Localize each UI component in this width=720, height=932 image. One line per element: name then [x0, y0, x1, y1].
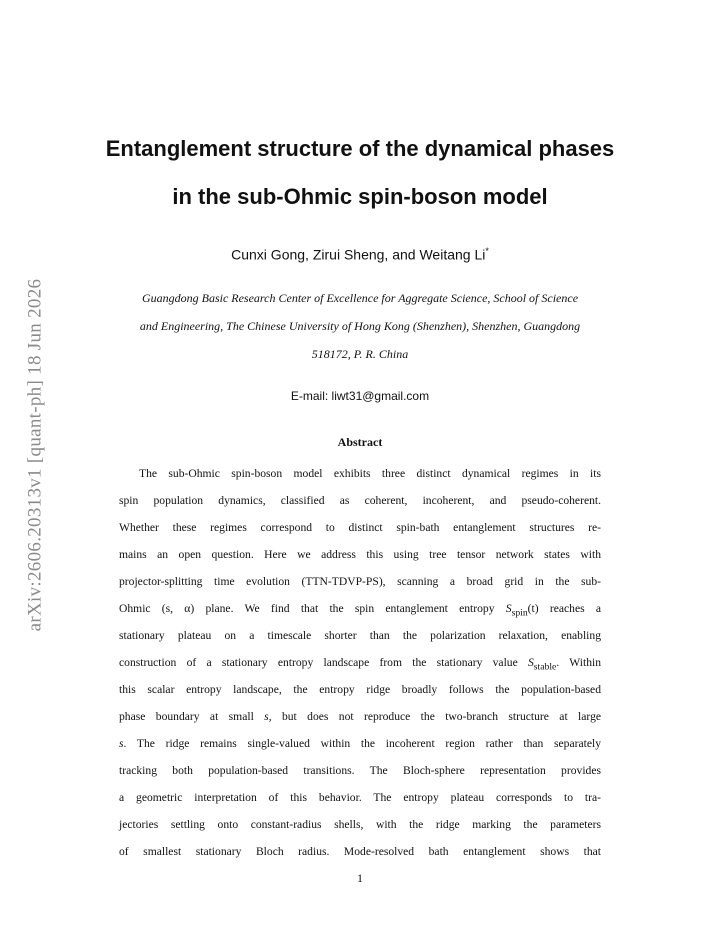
paper-title-line-1: Entanglement structure of the dynamical phases — [105, 136, 615, 161]
abstract-line: stationary plateau on a timescale shorter than the polarization relaxation, enabling — [119, 629, 601, 642]
abstract-line: this scalar entropy landscape, the entropy ridge broadly follows the population-based — [119, 683, 601, 696]
abstract-line: The sub-Ohmic spin-boson model exhibits three distinct dynamical regimes in its — [139, 467, 601, 480]
abstract-line — [119, 709, 601, 736]
abstract-heading: Abstract — [337, 435, 383, 449]
author-list — [60, 246, 660, 263]
arxiv-identifier: arXiv:2606.20313v1 [quant-ph] 18 Jun 2026 — [24, 278, 45, 632]
math-symbol: s — [264, 710, 269, 723]
math-symbol: S — [505, 602, 512, 615]
abstract-line: projector-splitting time evolution (TTN-TDVP-PS), scanning a broad grid in the sub- — [119, 575, 601, 588]
abstract-text: , but does not reproduce the two-branch structure at large — [268, 710, 602, 723]
abstract-line: mains an open question. Here we address this using tree tensor network states with — [119, 548, 601, 561]
contact-email: E-mail: liwt31@gmail.com — [290, 389, 430, 403]
abstract-text: Ohmic (s, α) plane. We find that the spin entanglement entropy — [119, 602, 506, 615]
affiliation-line-3: 518172, P. R. China — [311, 347, 409, 361]
math-symbol: S — [528, 656, 534, 669]
abstract-line: of smallest stationary Bloch radius. Mode-resolved bath entanglement shows that — [119, 845, 601, 858]
page-number: 1 — [357, 871, 363, 885]
abstract-line — [119, 601, 601, 628]
abstract-line: jectories settling onto constant-radius shells, with the ridge marking the parameters — [119, 818, 601, 831]
abstract-line: spin population dynamics, classified as coherent, incoherent, and pseudo-coherent. — [119, 494, 601, 507]
corresponding-author-mark: * — [485, 246, 489, 256]
abstract-text: construction of a stationary entropy landscape from the stationary value — [119, 656, 528, 669]
math-subscript: stable — [533, 661, 557, 673]
author-names: Cunxi Gong, Zirui Sheng, and Weitang Li — [231, 246, 486, 263]
math-subscript: spin — [511, 607, 528, 619]
affiliation-line-1: Guangdong Basic Research Center of Excellence for Aggregate Science, School of Science — [141, 291, 579, 305]
abstract-body — [119, 466, 601, 871]
abstract-text: (t) reaches a — [527, 602, 601, 615]
arxiv-sidebar — [20, 250, 50, 660]
abstract-line — [119, 736, 601, 763]
paper-title-line-2: in the sub-Ohmic spin-boson model — [172, 184, 548, 209]
abstract-text: . Within — [556, 656, 602, 669]
abstract-text: . The ridge remains single-valued within the incoherent region rather than separately — [123, 737, 601, 750]
abstract-line: tracking both population-based transitions. The Bloch-sphere representation provides — [119, 764, 601, 777]
affiliation-line-2: and Engineering, The Chinese University of Hong Kong (Shenzhen), Shenzhen, Guangdong — [139, 319, 581, 333]
abstract-text: phase boundary at small — [119, 710, 265, 723]
abstract-line: Whether these regimes correspond to distinct spin-bath entanglement structures re- — [119, 521, 601, 534]
abstract-line — [119, 655, 601, 682]
abstract-line: a geometric interpretation of this behavior. The entropy plateau corresponds to tra- — [119, 791, 601, 804]
math-symbol: s — [119, 737, 124, 750]
